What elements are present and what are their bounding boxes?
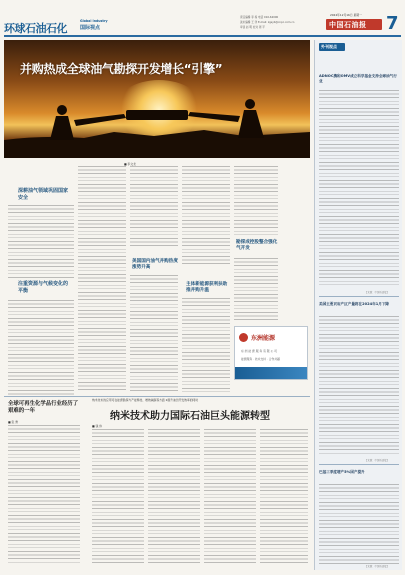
sidebar-text-1: [319, 90, 399, 288]
sidebar-title-2: 美国主要页岩产区产量将在2024年1月下降: [319, 302, 390, 306]
lower-text-1: [92, 429, 144, 565]
silhouette-figures: [4, 40, 310, 158]
sidebar-source-1: 【来源：中国石油报】: [365, 291, 389, 294]
sidebar-source-3: 【来源：中国石油报】: [365, 565, 389, 568]
left-heading-3: 全球可再生化学品行业经历了艰难的一年: [8, 401, 79, 415]
section-title: 环球石油石化: [4, 22, 67, 35]
left-text-3: [8, 425, 80, 565]
lower-byline: ■ 钱 伟: [92, 424, 103, 428]
sidebar-text-2: [319, 316, 399, 456]
section-title-en: Global Industry: [80, 19, 108, 23]
sidebar-divider-2: [319, 464, 399, 465]
mid-text-3: [130, 275, 178, 392]
left-heading-1: 深耕油气领域巩固国家安全: [18, 188, 69, 201]
mid-heading-b: 主体新能源获利扶助推并购升温: [186, 282, 228, 294]
lower-text-3: [204, 429, 256, 565]
page-header: [0, 0, 405, 40]
lower-kicker: 纳米技术的应用可在能源勘探与产能释放、增效减碳等方面 2提升油田开发效率的同时: [92, 398, 199, 402]
sidebar-badge-label: 外刊视点: [321, 44, 337, 49]
section-subtitle: 国际视点: [80, 25, 101, 31]
issue-date: 2024年12月16日 星期一: [330, 13, 362, 17]
paper-logo: [326, 19, 382, 30]
ad-box: [234, 326, 308, 380]
sidebar-text-3: [319, 484, 399, 564]
ad-brand: 东洲能源: [251, 335, 276, 342]
page-number: 7: [386, 13, 399, 34]
ad-logo-icon: [239, 333, 248, 342]
mid-text-5: [182, 298, 230, 392]
meta-proof: 审读 赵 明 校对 周 平: [240, 26, 265, 29]
sidebar-title-1: ADNOC携和OMV成立科学基金支持全球油气行业: [319, 74, 397, 83]
left-byline-3: ■ 张 勇: [8, 420, 19, 424]
left-text-2: [8, 300, 74, 395]
lower-text-4: [260, 429, 308, 565]
ad-line-1: 东 洲 能 源 服 务 有 限 公 司: [241, 349, 277, 353]
mid-heading-a: 美国国内油气并购热度涨势升高: [132, 259, 178, 271]
paper-name: 中国石油报: [329, 21, 367, 29]
lower-text-2: [148, 429, 200, 565]
ad-line-2: 能源服务 · 技术支持 · 合作共赢: [241, 357, 280, 361]
hero-photo: [4, 40, 310, 158]
mid-text-7: [234, 258, 278, 322]
sidebar-title-3: 巴基三季度增产5%国产提升: [319, 470, 365, 474]
mid-heading-c: 勘探成控股整合强化气开发: [236, 240, 278, 252]
sidebar-source-2: 【来源：中国石油报】: [365, 459, 389, 462]
meta-editor: 责任编辑 李 杨 电话 010-62000: [240, 16, 279, 19]
ad-banner: [235, 367, 307, 379]
mid-text-6: [234, 166, 278, 236]
mid-text-4: [182, 166, 230, 266]
left-text-1: [8, 205, 74, 280]
divider-top: [4, 396, 310, 397]
sidebar-divider-1: [319, 296, 399, 297]
sidebar-badge: [319, 43, 345, 51]
hero-headline: 并购热成全球油气勘探开发增长“引擎”: [20, 62, 223, 76]
mid-text-1: [78, 166, 126, 392]
header-rule: [4, 35, 401, 37]
meta-designer: 美术编辑 王 洋 E-mail: zgsyb@cnpc.com.cn: [240, 21, 295, 24]
hero-byline: ■ 李文龙: [124, 162, 136, 166]
sidebar: [314, 40, 402, 570]
left-heading-2: 注重资源与气候变化的平衡: [18, 281, 69, 294]
mid-text-2: [130, 166, 178, 246]
lower-headline: 纳米技术助力国际石油巨头能源转型: [110, 411, 270, 422]
